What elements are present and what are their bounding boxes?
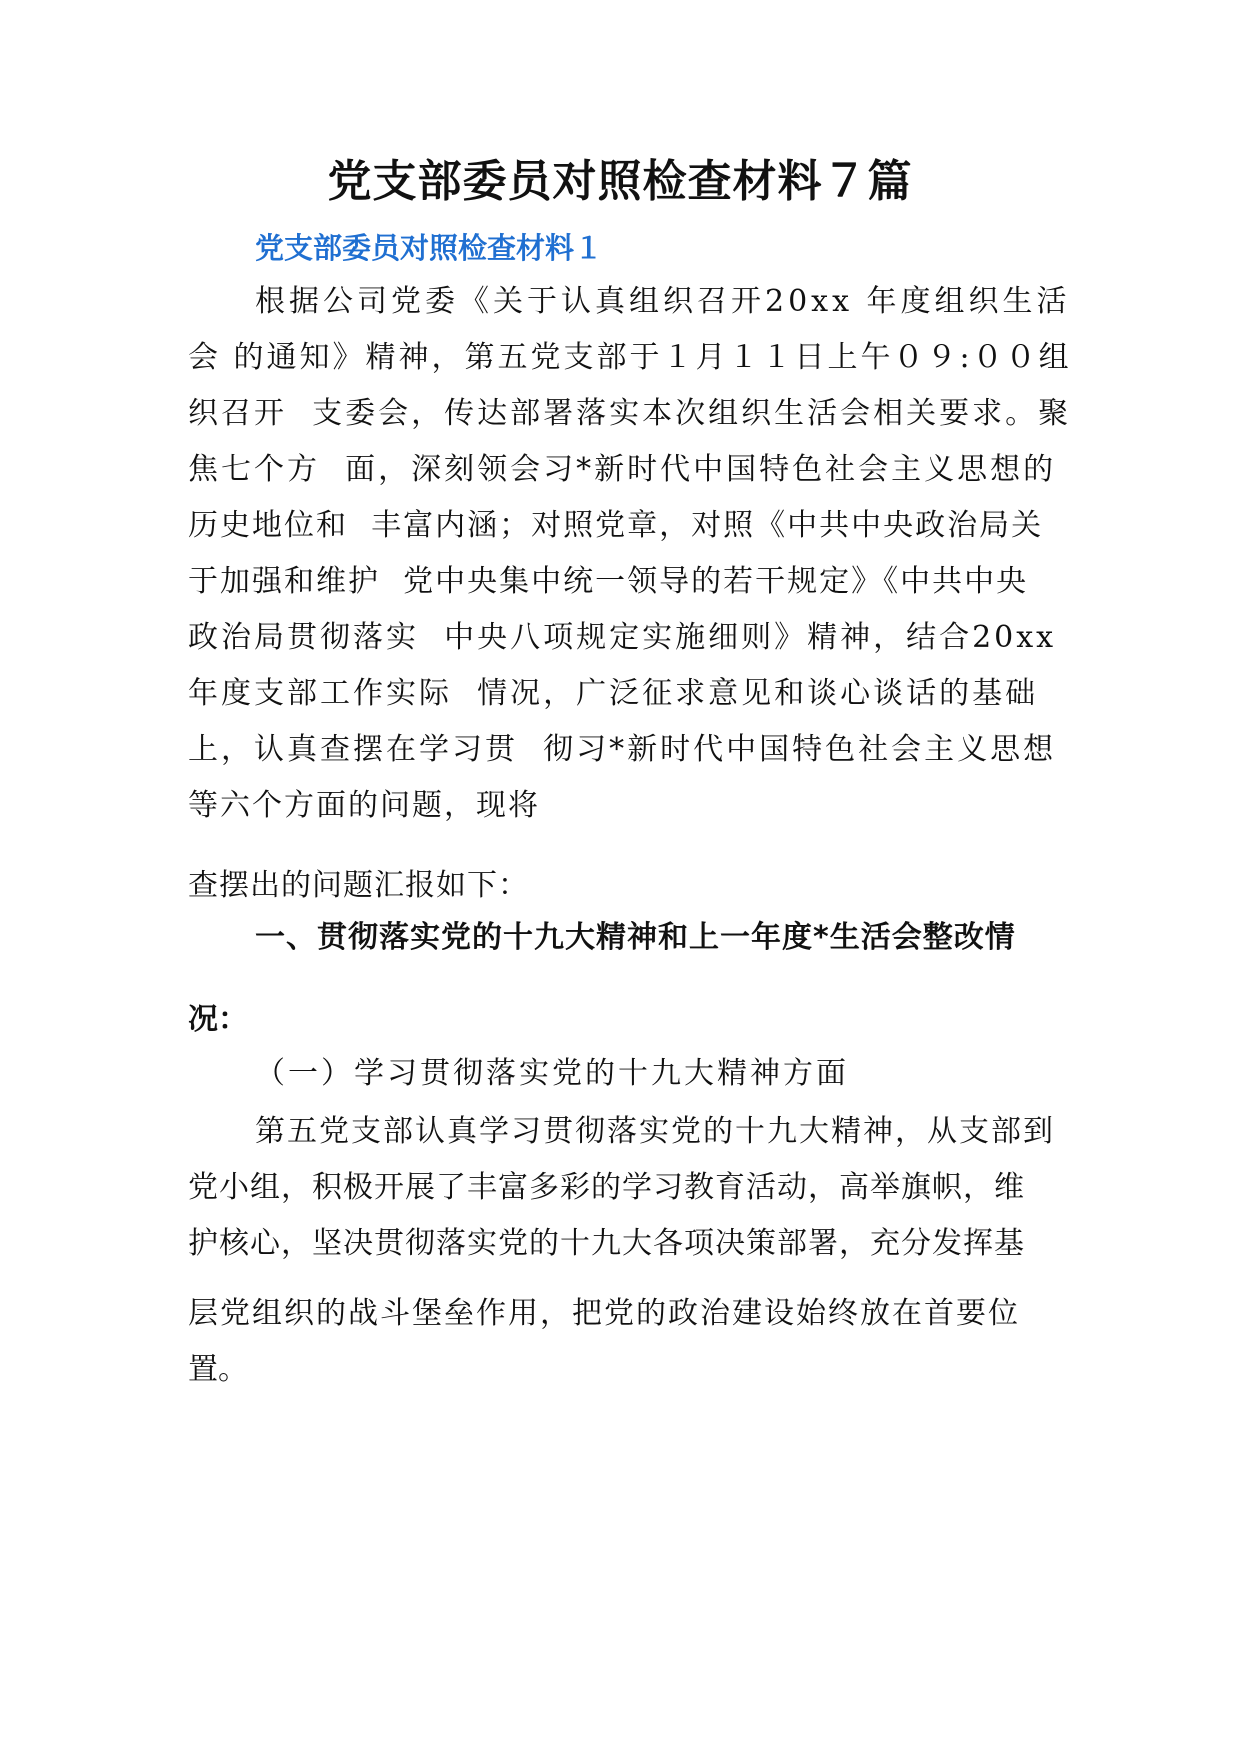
paragraph-line: 焦七个方 面，深刻领会习*新时代中国特色社会主义思想的 <box>188 452 1057 487</box>
paragraph-line: 年度支部工作实际 情况，广泛征求意见和谈心谈话的基础 <box>188 676 1039 711</box>
document-title: 党支部委员对照检查材料７篇 <box>327 156 913 207</box>
paragraph-line: 于加强和维护 党中央集中统一领导的若干规定》《中共中央 <box>188 564 1029 599</box>
heading-level-1-continuation: 况： <box>188 1002 248 1037</box>
paragraph-line: 等六个方面的问题，现将 <box>188 788 540 823</box>
paragraph-line: 层党组织的战斗堡垒作用，把党的政治建设始终放在首要位 <box>188 1296 1020 1331</box>
paragraph-line: 历史地位和 丰富内涵；对照党章，对照《中共中央政治局关 <box>188 508 1044 543</box>
paragraph-line: 政治局贯彻落实 中央八项规定实施细则》精神，结合20xx <box>188 620 1057 655</box>
paragraph-line: 党小组，积极开展了丰富多彩的学习教育活动，高举旗帜，维 <box>188 1170 1025 1205</box>
paragraph-line: 根据公司党委《关于认真组织召开20xx 年度组织生活 <box>255 284 1071 319</box>
heading-level-1: 一、贯彻落实党的十九大精神和上一年度*生活会整改情 <box>255 920 1016 955</box>
paragraph-line: 会 的通知》精神，第五党支部于１月１１日上午０９:００组 <box>188 340 1072 375</box>
paragraph-line: 第五党支部认真学习贯彻落实党的十九大精神，从支部到 <box>255 1114 1055 1149</box>
paragraph-line: 织召开 支委会，传达部署落实本次组织生活会相关要求。聚 <box>188 396 1072 431</box>
paragraph-line: 查摆出的问题汇报如下： <box>188 868 529 903</box>
paragraph-line: 护核心，坚决贯彻落实党的十九大各项决策部署，充分发挥基 <box>188 1226 1025 1261</box>
paragraph-line: 上，认真查摆在学习贯 彻习*新时代中国特色社会主义思想 <box>188 732 1057 767</box>
section-title: 党支部委员对照检查材料１ <box>255 231 604 265</box>
subheading: （一）学习贯彻落实党的十九大精神方面 <box>255 1056 849 1091</box>
paragraph-line: 置。 <box>188 1352 248 1387</box>
